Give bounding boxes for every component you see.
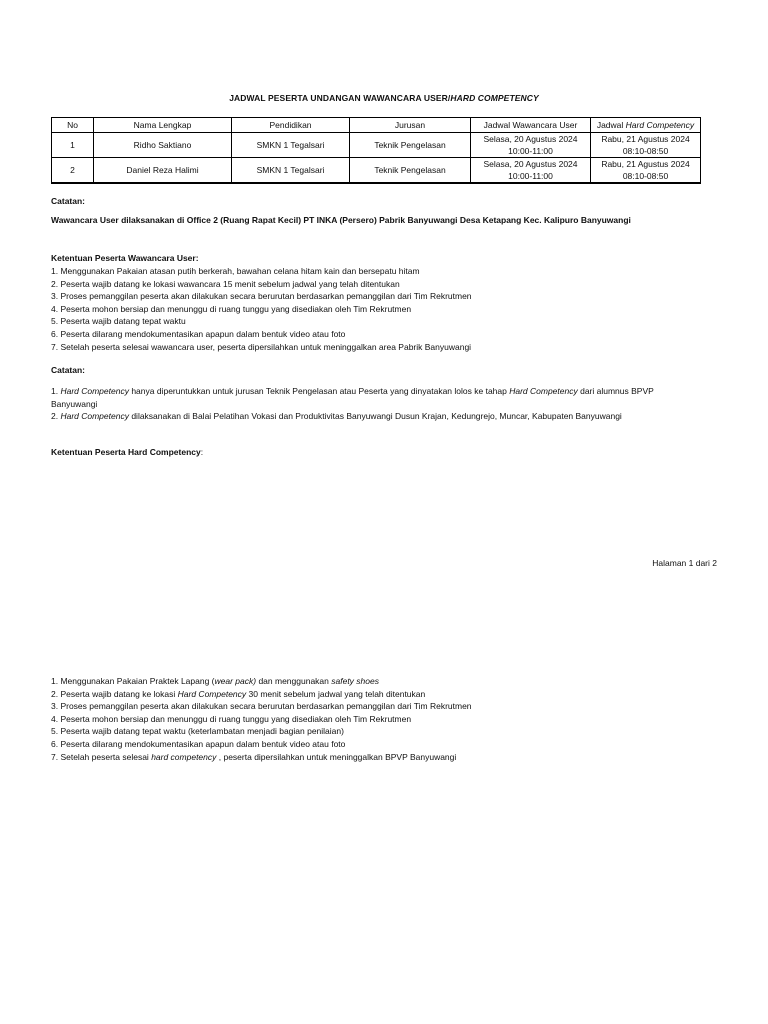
interview-rules-list	[51, 265, 711, 353]
list-item: 2. Peserta wajib datang ke lokasi Hard Competency 30 menit sebelum jadwal yang telah ditentukan	[51, 688, 426, 699]
note2-label: Catatan:	[51, 365, 86, 375]
cell-hc-schedule: Rabu, 21 Agustus 2024 08:10-08:50	[591, 133, 701, 158]
list-item: 4. Peserta mohon bersiap dan menunggu di ruang tunggu yang disediakan oleh Tim Rekrutmen	[51, 303, 412, 314]
hc-rules-list	[51, 675, 711, 763]
header-no: No	[52, 118, 94, 133]
header-education: Pendidikan	[232, 118, 350, 133]
cell-interview-schedule: Selasa, 20 Agustus 2024 10:00-11:00	[471, 158, 591, 184]
cell-no: 2	[52, 158, 94, 184]
list-item: 5. Peserta wajib datang tepat waktu	[51, 316, 186, 327]
table-row	[52, 158, 701, 184]
note1-text: Wawancara User dilaksanakan di Office 2 (Ruang Rapat Kecil) PT INKA (Persero) Pabrik Banyuwangi Desa Ketapang Kec. Kalipuro Banyuwangi	[51, 215, 631, 225]
cell-major: Teknik Pengelasan	[350, 158, 471, 184]
list-item: 2. Peserta wajib datang ke lokasi wawancara 15 menit sebelum jadwal yang telah ditentukan	[51, 278, 400, 289]
list-item: 3. Proses pemanggilan peserta akan dilakukan secara berurutan berdasarkan pemanggilan dari Tim Rekrutmen	[51, 291, 472, 302]
interview-rules-title: Ketentuan Peserta Wawancara User:	[51, 253, 199, 263]
cell-major: Teknik Pengelasan	[350, 133, 471, 158]
document-title: JADWAL PESERTA UNDANGAN WAWANCARA USER/HARD COMPETENCY	[229, 93, 539, 103]
cell-education: SMKN 1 Tegalsari	[232, 158, 350, 184]
cell-education: SMKN 1 Tegalsari	[232, 133, 350, 158]
note2-item-1: 1. Hard Competency hanya diperuntukkan untuk jurusan Teknik Pengelasan atau Peserta yang dinyatakan lolos ke tahap Hard Competency dari alumnus BPVP Banyuwangi	[51, 386, 654, 409]
page-indicator: Halaman 1 dari 2	[652, 558, 717, 568]
note2-item-2: 2. Hard Competency dilaksanakan di Balai Pelatihan Vokasi dan Produktivitas Banyuwangi Dusun Krajan, Kedungrejo, Muncar, Kabupaten Banyuwangi	[51, 411, 622, 421]
header-interview-schedule: Jadwal Wawancara User	[471, 118, 591, 133]
cell-no: 1	[52, 133, 94, 158]
cell-name: Ridho Saktiano	[94, 133, 232, 158]
list-item: 6. Peserta dilarang mendokumentasikan apapun dalam bentuk video atau foto	[51, 738, 346, 749]
hc-rules-title: Ketentuan Peserta Hard Competency:	[51, 447, 204, 457]
cell-name: Daniel Reza Halimi	[94, 158, 232, 184]
schedule-table	[51, 117, 701, 184]
header-name: Nama Lengkap	[94, 118, 232, 133]
note1-label: Catatan:	[51, 196, 86, 206]
table-header-row	[52, 118, 701, 133]
header-hc-schedule: Jadwal Hard Competency	[591, 118, 701, 133]
list-item: 3. Proses pemanggilan peserta akan dilakukan secara berurutan berdasarkan pemanggilan dari Tim Rekrutmen	[51, 701, 472, 712]
cell-hc-schedule: Rabu, 21 Agustus 2024 08:10-08:50	[591, 158, 701, 184]
list-item: 1. Menggunakan Pakaian atasan putih berkerah, bawahan celana hitam kain dan bersepatu hitam	[51, 266, 420, 276]
list-item: 6. Peserta dilarang mendokumentasikan apapun dalam bentuk video atau foto	[51, 328, 346, 339]
table-row	[52, 133, 701, 158]
list-item: 1. Menggunakan Pakaian Praktek Lapang (wear pack) dan menggunakan safety shoes	[51, 676, 379, 686]
header-major: Jurusan	[350, 118, 471, 133]
cell-interview-schedule: Selasa, 20 Agustus 2024 10:00-11:00	[471, 133, 591, 158]
list-item: 4. Peserta mohon bersiap dan menunggu di ruang tunggu yang disediakan oleh Tim Rekrutmen	[51, 713, 412, 724]
list-item: 7. Setelah peserta selesai wawancara user, peserta dipersilahkan untuk meninggalkan area Pabrik Banyuwangi	[51, 341, 472, 352]
list-item: 5. Peserta wajib datang tepat waktu (keterlambatan menjadi bagian penilaian)	[51, 726, 344, 737]
list-item: 7. Setelah peserta selesai hard competency , peserta dipersilahkan untuk meninggalkan BPVP Banyuwangi	[51, 751, 457, 762]
